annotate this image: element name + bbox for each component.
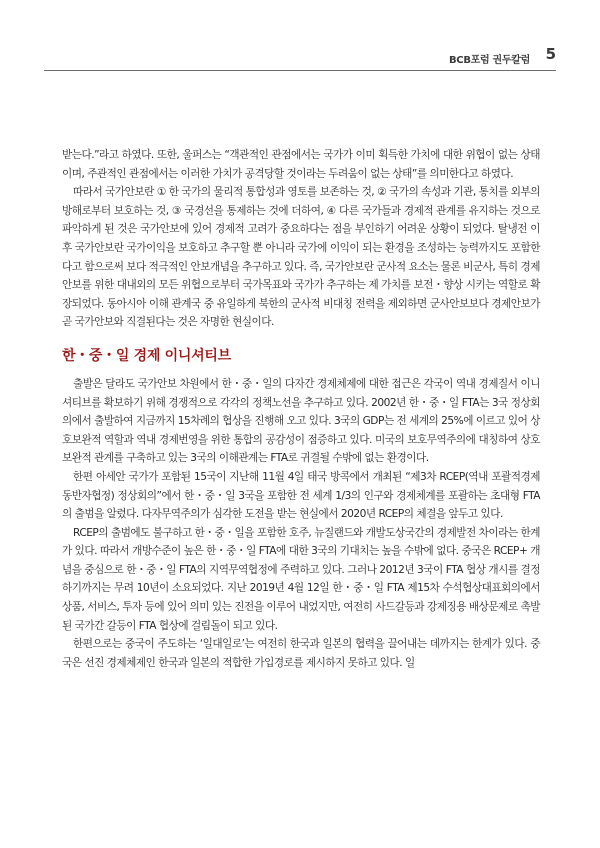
- page-number: 5: [545, 45, 556, 63]
- article-body: [62, 146, 540, 672]
- section-heading: 한・중・일 경제 이니셔티브: [62, 347, 231, 364]
- paragraph: 출발은 달라도 국가안보 차원에서 한・중・일의 다자간 경제체제에 대한 접근은 각국이 역내 경제질서 이니셔티브를 확보하기 위해 경쟁적으로 각각의 정책노선을 추구하고 있다. 2002년 한・중・일 FTA는 3국 정상회의에서 출발하여 지금까지 15차례의 협상을 진행해 오고 있다. 3국의 GDP는 전 세계의 25%에 이르고 있어 상호보완적 역할과 역내 경제번영을 위한 통합의 공감성이 점증하고 있다. 미국의 보호무역주의에 대칭하여 상호보완적 관계를 구축하고 있는 3국의 이해관계는 FTA로 귀결될 수밖에 없는 환경이다.: [62, 377, 540, 465]
- paragraph: 받는다.”라고 하였다. 또한, 울퍼스는 “객관적인 관점에서는 국가가 이미 획득한 가치에 대한 위협이 없는 상태이며, 주관적인 관점에서는 이러한 가치가 공격당할 것이라는 두려움이 없는 상태”를 의미한다고 하였다.: [62, 149, 540, 180]
- page-header: [44, 40, 556, 71]
- paragraph: 한편 아세안 국가가 포함된 15국이 지난해 11월 4일 태국 방콕에서 개최된 “제3차 RCEP(역내 포괄적경제동반자협정) 정상회의”에서 한・중・일 3국을 포함한 전 세계 1/3의 인구와 경제체계를 포괄하는 초대형 FTA의 출범을 알렸다. 다자무역주의가 심각한 도전을 받는 현실에서 2020년 RCEP의 체결을 앞두고 있다.: [62, 470, 540, 521]
- paragraph: RCEP의 출범에도 불구하고 한・중・일을 포함한 호주, 뉴질랜드와 개발도상국간의 경제발전 차이라는 한계가 있다. 따라서 개방수준이 높은 한・중・일 FTA에 대한 3국의 기대치는 높을 수밖에 없다. 중국은 RCEP+ 개념을 중심으로 한・중・일 FTA의 지역무역협정에 주력하고 있다. 그러나 2012년 3국이 FTA 협상 개시를 결정하기까지는 무려 10년이 소요되었다. 지난 2019년 4월 12일 한・중・일 FTA 제15차 수석협상대표회의에서 상품, 서비스, 투자 등에 있어 의미 있는 진전을 이루어 내었지만, 여전히 사드갈등과 강제징용 배상문제로 촉발된 국가간 갈등이 FTA 협상에 걸림돌이 되고 있다.: [62, 526, 540, 632]
- paragraph: 한편으로는 중국이 주도하는 ‘일대일로’는 여전히 한국과 일본의 협력을 끌어내는 데까지는 한계가 있다. 중국은 선진 경제체제인 한국과 일본의 적합한 가입경로를 제시하지 못하고 있다. 일: [62, 638, 540, 669]
- paragraph: 따라서 국가안보란 ① 한 국가의 물리적 통합성과 영토를 보존하는 것, ② 국가의 속성과 기관, 통치를 외부의 방해로부터 보호하는 것, ③ 국경선을 통제하는 것에 더하여, ④ 다른 국가들과 경제적 관계를 유지하는 것으로 파악하게 된 것은 국가안보에 있어 경제적 고려가 중요하다는 점을 부인하기 어려운 상황이 되었다. 탈냉전 이후 국가안보란 국가이익을 보호하고 추구할 뿐 아니라 국가에 이익이 되는 환경을 조성하는 능력까지도 포함한다고 함으로써 보다 적극적인 안보개념을 추구하고 있다. 즉, 국가안보란 군사적 요소는 물론 비군사, 특히 경제안보를 위한 대내외의 모든 위협으로부터 국가목표와 국가가 추구하는 제 가치를 보전・향상 시키는 역할로 확장되었다. 동아시아 이해 관계국 중 유일하게 북한의 군사적 비대칭 전력을 제외하면 군사안보보다 경제안보가 곧 국가안보와 직결된다는 것은 자명한 현실이다.: [62, 186, 540, 329]
- header-title: BCB포럼 권두칼럼: [448, 55, 530, 66]
